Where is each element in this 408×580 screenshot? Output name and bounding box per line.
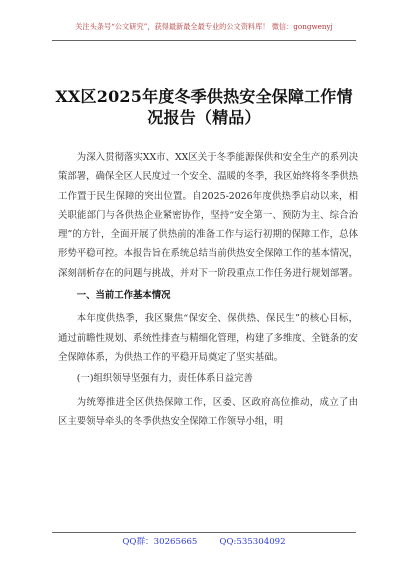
section-heading: 一、当前工作基本情况 — [76, 290, 171, 302]
body-paragraph: 为统筹推进全区供热保障工作，区委、区政府高位推动，成立了由区主要领导牵头的冬季供热安全保障工作领导小组，明 — [58, 396, 358, 427]
header-divider — [52, 40, 356, 41]
body-paragraph: 本年度供热季，我区聚焦“保安全、保供热、保民生”的核心目标，通过前瞻性规划、系统性排查与精细化管理，构建了多维度、全链条的安全保障体系，为供热工作的平稳开局奠定了坚实基础。 — [58, 313, 359, 363]
intro-paragraph: 为深入贯彻落实XX市、XX区关于冬季能源保供和安全生产的系列决策部署，确保全区人民度过一个安全、温暖的冬季，我区始终将冬季供热工作置于民生保障的突出位置。自2025-2026年度供热季启动以来，相关职能部门与各供热企业紧密协作，坚持“安全第一、预防为主、综合治理”的方针，全面开展了供热前的准备工作与运行初期的保障工作，总体形势平稳可控。本报告旨在系统总结当前供热安全保障工作的基本情况，深刻剖析存在的问题与挑战，并对下一阶段重点工作任务进行规划部署。 — [58, 152, 359, 279]
document-body — [58, 148, 358, 431]
subsection-heading: (一)组织领导坚强有力，责任体系日益完善 — [76, 373, 253, 385]
page-footer — [52, 536, 356, 548]
qq-group-label: QQ群：30265665 — [122, 537, 198, 547]
page-header-notice: 关注头条号“公文研究”，获得最新最全最专业的公文资料库！ 微信：gongwenyj — [75, 22, 333, 31]
footer-divider — [52, 532, 356, 533]
qq-contact-label: QQ:535304092 — [219, 537, 286, 547]
document-title: XX区2025年度冬季供热安全保障工作情况报告（精品） — [55, 87, 353, 127]
